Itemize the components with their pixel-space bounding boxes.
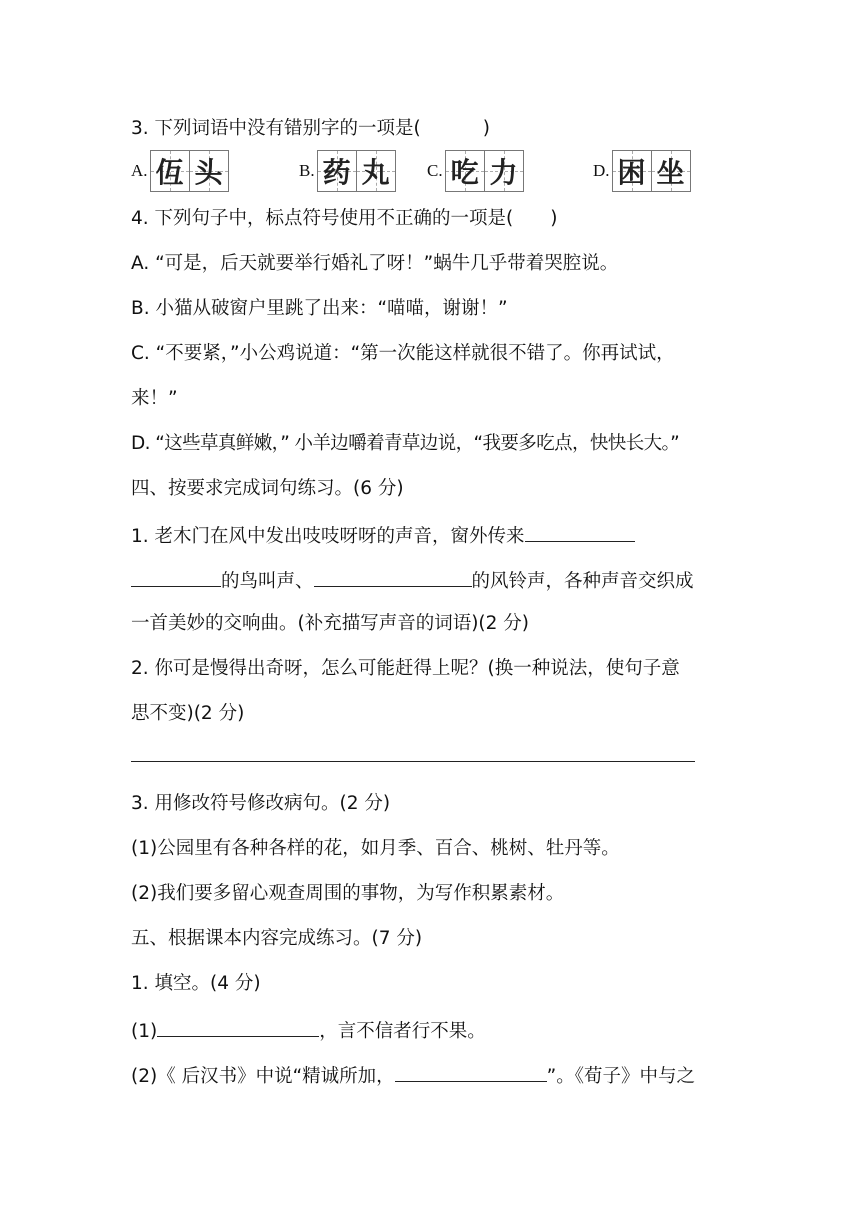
s4-q3-title: 3. 用修改符号修改病句。(2 分) bbox=[131, 793, 391, 814]
tianzige-grid: 药 丸 bbox=[317, 150, 396, 192]
section-4-title: 四、按要求完成词句练习。(6 分) bbox=[131, 478, 404, 499]
q4-option-a: A. “可是，后天就要举行婚礼了呀！”蜗牛几乎带着哭腔说。 bbox=[131, 253, 619, 274]
answer-blank[interactable] bbox=[157, 1016, 319, 1037]
q4-option-d: D. “这些草真鲜嫩，” 小羊边嚼着青草边说，“我要多吃点，快快长大。” bbox=[131, 433, 680, 454]
s5-q1-title: 1. 填空。(4 分) bbox=[131, 973, 261, 994]
section-5-title: 五、根据课本内容完成练习。(7 分) bbox=[131, 928, 423, 949]
tianzige-grid: 吃 力 bbox=[445, 150, 524, 192]
q4-stem: 4. 下列句子中，标点符号使用不正确的一项是( ) bbox=[131, 208, 558, 229]
q4-option-c-line2: 来！” bbox=[131, 388, 178, 409]
s4-q3-sentence-1: (1)公园里有各种各样的花，如月季、百合、桃树、牡丹等。 bbox=[131, 838, 620, 859]
q3-stem: 3. 下列词语中没有错别字的一项是( ) bbox=[131, 118, 490, 139]
s4-q2-answer-line bbox=[131, 741, 695, 770]
answer-blank[interactable] bbox=[131, 566, 221, 587]
s5-fill-2: (2)《 后汉书》中说“精诚所加， ”。《荀子》中与之 bbox=[131, 1061, 695, 1090]
tianzige-grid: 困 坐 bbox=[612, 150, 691, 192]
s4-q2-line1: 2. 你可是慢得出奇呀，怎么可能赶得上呢？(换一种说法，使句子意 bbox=[131, 658, 680, 679]
s4-q1-line2: 的鸟叫声、 的风铃声，各种声音交织成 bbox=[131, 566, 694, 595]
tianzige-grid: 仾 头 bbox=[150, 150, 229, 192]
answer-blank[interactable] bbox=[314, 566, 472, 587]
option-a[interactable]: A. 仾 头 bbox=[131, 150, 229, 192]
answer-blank[interactable] bbox=[525, 521, 635, 542]
s4-q1-line1: 1. 老木门在风中发出吱吱呀呀的声音，窗外传来 bbox=[131, 521, 635, 550]
q4-option-b: B. 小猫从破窗户里跳了出来：“喵喵，谢谢！” bbox=[131, 298, 508, 319]
q4-option-c-line1: C. “不要紧，”小公鸡说道：“第一次能这样就很不错了。你再试试， bbox=[131, 343, 675, 364]
s4-q3-sentence-2: (2)我们要多留心观查周围的事物，为写作积累素材。 bbox=[131, 883, 565, 904]
option-b[interactable]: B. 药 丸 bbox=[299, 150, 396, 192]
s4-q2-line2: 思不变)(2 分) bbox=[131, 703, 245, 724]
option-c[interactable]: C. 吃 力 bbox=[427, 150, 524, 192]
option-d[interactable]: D. 困 坐 bbox=[593, 150, 691, 192]
answer-blank[interactable] bbox=[395, 1061, 547, 1082]
answer-blank[interactable] bbox=[131, 741, 695, 762]
s4-q1-line3: 一首美妙的交响曲。(补充描写声音的词语)(2 分) bbox=[131, 613, 530, 634]
s5-fill-1: (1) ，言不信者行不果。 bbox=[131, 1016, 486, 1045]
